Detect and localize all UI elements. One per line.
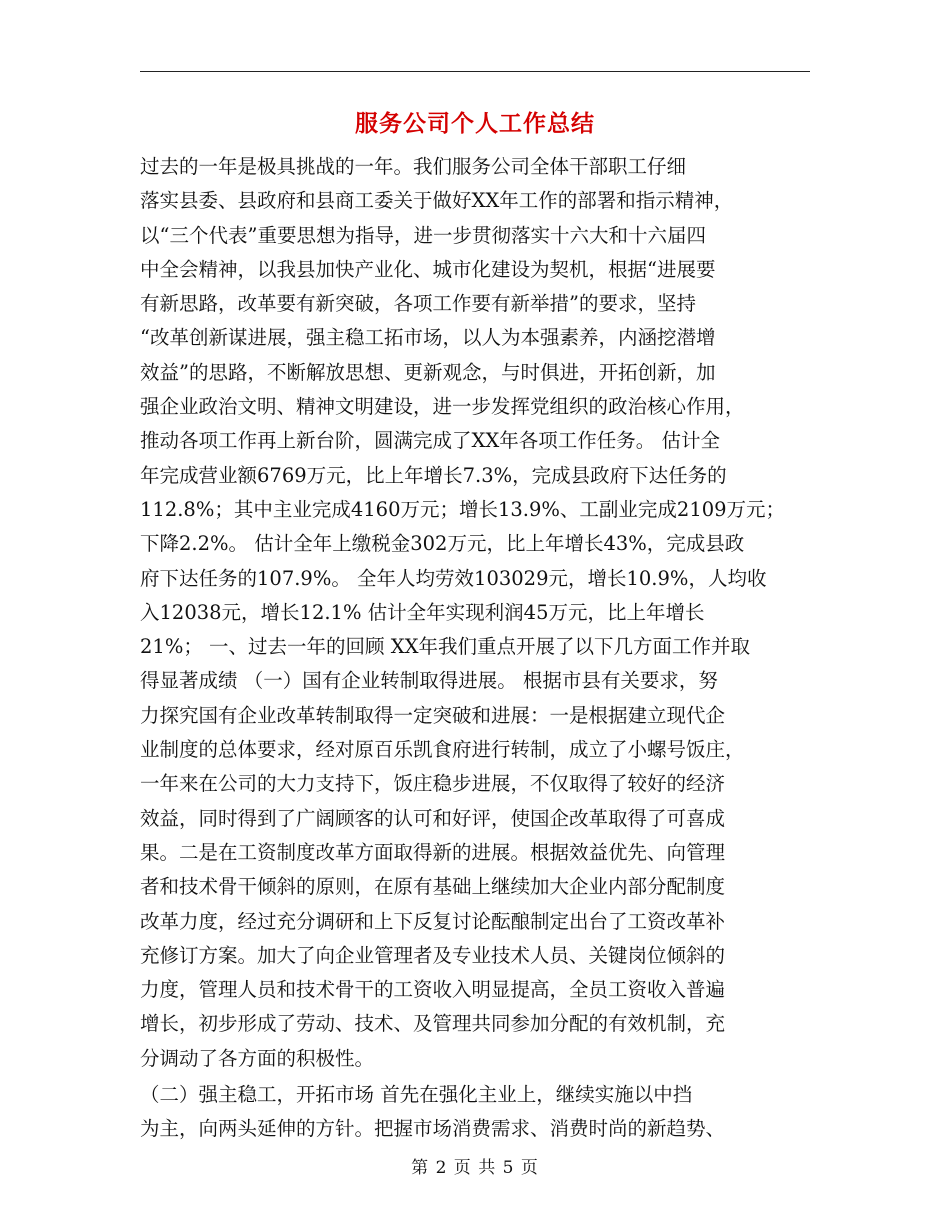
body-line: 强企业政治文明、精神文明建设，进一步发挥党组织的政治核心作用， — [140, 395, 745, 419]
page-number: 第 2 页 共 5 页 — [411, 1158, 539, 1178]
body-line: 以“三个代表”重要思想为指导，进一步贯彻落实十六大和十六届四 — [140, 223, 706, 247]
body-line: 112.8%；其中主业完成4160万元；增长13.9%、工副业完成2109万元； — [140, 497, 786, 521]
body-line: 果。二是在工资制度改革方面取得新的进展。根据效益优先、向管理 — [140, 840, 726, 864]
body-line: 者和技术骨干倾斜的原则，在原有基础上继续加大企业内部分配制度 — [140, 875, 726, 899]
body-line: 力探究国有企业改革转制取得一定突破和进展：一是根据建立现代企 — [140, 703, 726, 727]
body-line: 为主，向两头延伸的方针。把握市场消费需求、消费时尚的新趋势、 — [140, 1117, 726, 1141]
body-line: 业制度的总体要求，经对原百乐凯食府进行转制，成立了小螺号饭庄， — [140, 738, 745, 762]
body-line: 改革力度，经过充分调研和上下反复讨论酝酿制定出台了工资改革补 — [140, 909, 726, 933]
body-line: 效益”的思路，不断解放思想、更新观念，与时俱进，开拓创新，加 — [140, 360, 716, 384]
body-line: 力度，管理人员和技术骨干的工资收入明显提高，全员工资收入普遍 — [140, 978, 726, 1002]
body-line: 充修订方案。加大了向企业管理者及专业技术人员、关键岗位倾斜的 — [140, 943, 726, 967]
body-line: 增长，初步形成了劳动、技术、及管理共同参加分配的有效机制，充 — [140, 1012, 726, 1036]
body-line: （二）强主稳工，开拓市场 首先在强化主业上，继续实施以中挡 — [140, 1083, 693, 1107]
body-line: 得显著成绩 （一）国有企业转制取得进展。 根据市县有关要求，努 — [140, 669, 718, 693]
body-line: 有新思路，改革要有新突破，各项工作要有新举措”的要求，坚持 — [140, 292, 696, 316]
body-line: 21%； 一、过去一年的回顾 XX年我们重点开展了以下几方面工作并取 — [140, 635, 751, 659]
body-line: 落实县委、县政府和县商工委关于做好XX年工作的部署和指示精神， — [140, 189, 734, 213]
body-line: 下降2.2%。 估计全年上缴税金302万元，比上年增长43%，完成县政 — [140, 532, 745, 556]
body-line: 中全会精神，以我县加快产业化、城市化建设为契机，根据“进展要 — [140, 257, 716, 281]
header-rule — [140, 71, 810, 72]
document-body — [140, 150, 810, 1147]
document-title: 服务公司个人工作总结 — [355, 110, 595, 137]
body-line: 分调动了各方面的积极性。 — [140, 1046, 375, 1070]
body-line: 府下达任务的107.9%。 全年人均劳效103029元，增长10.9%，人均收 — [140, 566, 767, 590]
body-line: 入12038元，增长12.1% 估计全年实现利润45万元，比上年增长 — [140, 600, 705, 624]
body-line: 一年来在公司的大力支持下，饭庄稳步进展，不仅取得了较好的经济 — [140, 772, 726, 796]
body-line: 效益，同时得到了广阔顾客的认可和好评，使国企改革取得了可喜成 — [140, 806, 726, 830]
body-line: 过去的一年是极具挑战的一年。我们服务公司全体干部职工仔细 — [140, 155, 687, 178]
body-line: “改革创新谋进展，强主稳工拓市场，以人为本强素养，内涵挖潜增 — [140, 326, 716, 350]
body-line: 年完成营业额6769万元，比上年增长7.3%，完成县政府下达任务的 — [140, 463, 727, 487]
body-line: 推动各项工作再上新台阶，圆满完成了XX年各项工作任务。 估计全 — [140, 429, 720, 453]
